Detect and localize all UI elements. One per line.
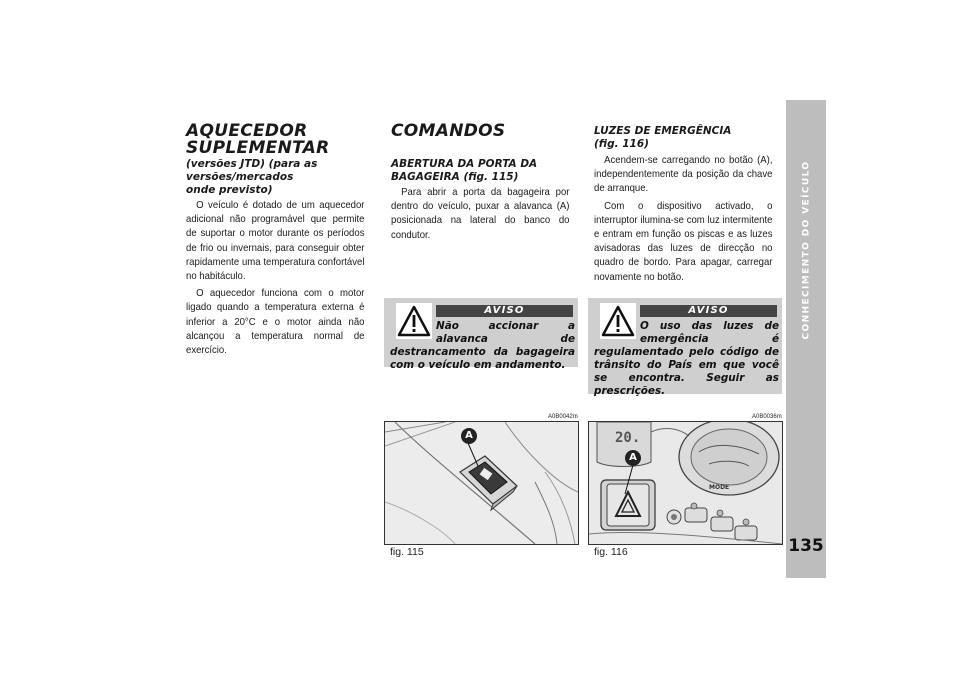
warning-box-trunk bbox=[384, 298, 578, 371]
climate-display-temp: 20. bbox=[615, 430, 641, 446]
heater-subtitle: (versões JTD) (para as versões/mercados onde previsto) bbox=[186, 158, 318, 196]
warning-text-wrap bbox=[390, 320, 575, 372]
heater-title-line2: SUPLEMENTAR bbox=[186, 138, 330, 158]
hazard-paragraph-1: Acendem-se carregando no botão (A), independentemente da posição da chave de arranque. bbox=[594, 155, 773, 195]
section-sidebar bbox=[786, 100, 826, 578]
section-title: CONHECIMENTO DO VEÍCULO bbox=[801, 160, 812, 340]
fig116-code: A0B0036m bbox=[752, 414, 782, 420]
fig116-image bbox=[588, 421, 783, 545]
hazard-title: LUZES DE EMERGÊNCIA (fig. 116) bbox=[594, 125, 732, 150]
warning-text: O uso das luzes de emergência é regulamentado pelo código de trânsito do País em que você se encontra. Seguir as prescrições. bbox=[594, 320, 779, 397]
fig116-callout-a: A bbox=[625, 450, 641, 466]
page-number: 135 bbox=[788, 536, 824, 556]
hazard-paragraph-2: Com o dispositivo activado, o interruptor ilumina-se com luz intermitente e entram em função os piscas e as luzes avisadoras das luzes de direcção no quadro de bordo. Para apagar, carregar novamente no botão. bbox=[594, 200, 773, 283]
fig116-caption: fig. 116 bbox=[594, 546, 628, 558]
fig115-image bbox=[384, 421, 579, 545]
fig115-caption: fig. 115 bbox=[390, 546, 424, 558]
warning-label: AVISO bbox=[436, 305, 573, 317]
fig115-code: A0B0042m bbox=[548, 414, 578, 420]
warning-text: Não accionar a alavanca de destrancamento da bagageira com o veículo em andamento. bbox=[390, 320, 575, 371]
heater-paragraph-1: O veículo é dotado de um aquecedor adicional não programável que permite de suportar o motor durante os períodos de frio ou invernais, para conseguir obter rapidamente uma temperatura confortável no habitáculo. bbox=[186, 200, 365, 283]
mode-knob-label: MODE bbox=[709, 484, 730, 491]
warning-label: AVISO bbox=[640, 305, 777, 317]
heater-title-line1: AQUECEDOR bbox=[186, 121, 308, 141]
fig115-callout-a: A bbox=[461, 428, 477, 444]
trunk-paragraph-1: Para abrir a porta da bagageira por dentro do veículo, puxar a alavanca (A) posicionada na lateral do banco do condutor. bbox=[391, 187, 570, 241]
warning-text-wrap bbox=[594, 320, 779, 398]
sidebar-title-wrap bbox=[786, 100, 826, 400]
heater-paragraph-2: O aquecedor funciona com o motor ligado quando a temperatura externa é inferior a 20°C e o motor ainda não alcançou a temperatura normal de exercício. bbox=[186, 288, 365, 357]
heater-body bbox=[186, 199, 364, 358]
warning-box-hazard bbox=[588, 298, 782, 397]
hazard-body bbox=[594, 154, 772, 285]
trunk-subtitle: ABERTURA DA PORTA DA BAGAGEIRA (fig. 115) bbox=[391, 158, 538, 183]
trunk-body bbox=[391, 186, 569, 243]
controls-title: COMANDOS bbox=[391, 121, 506, 141]
